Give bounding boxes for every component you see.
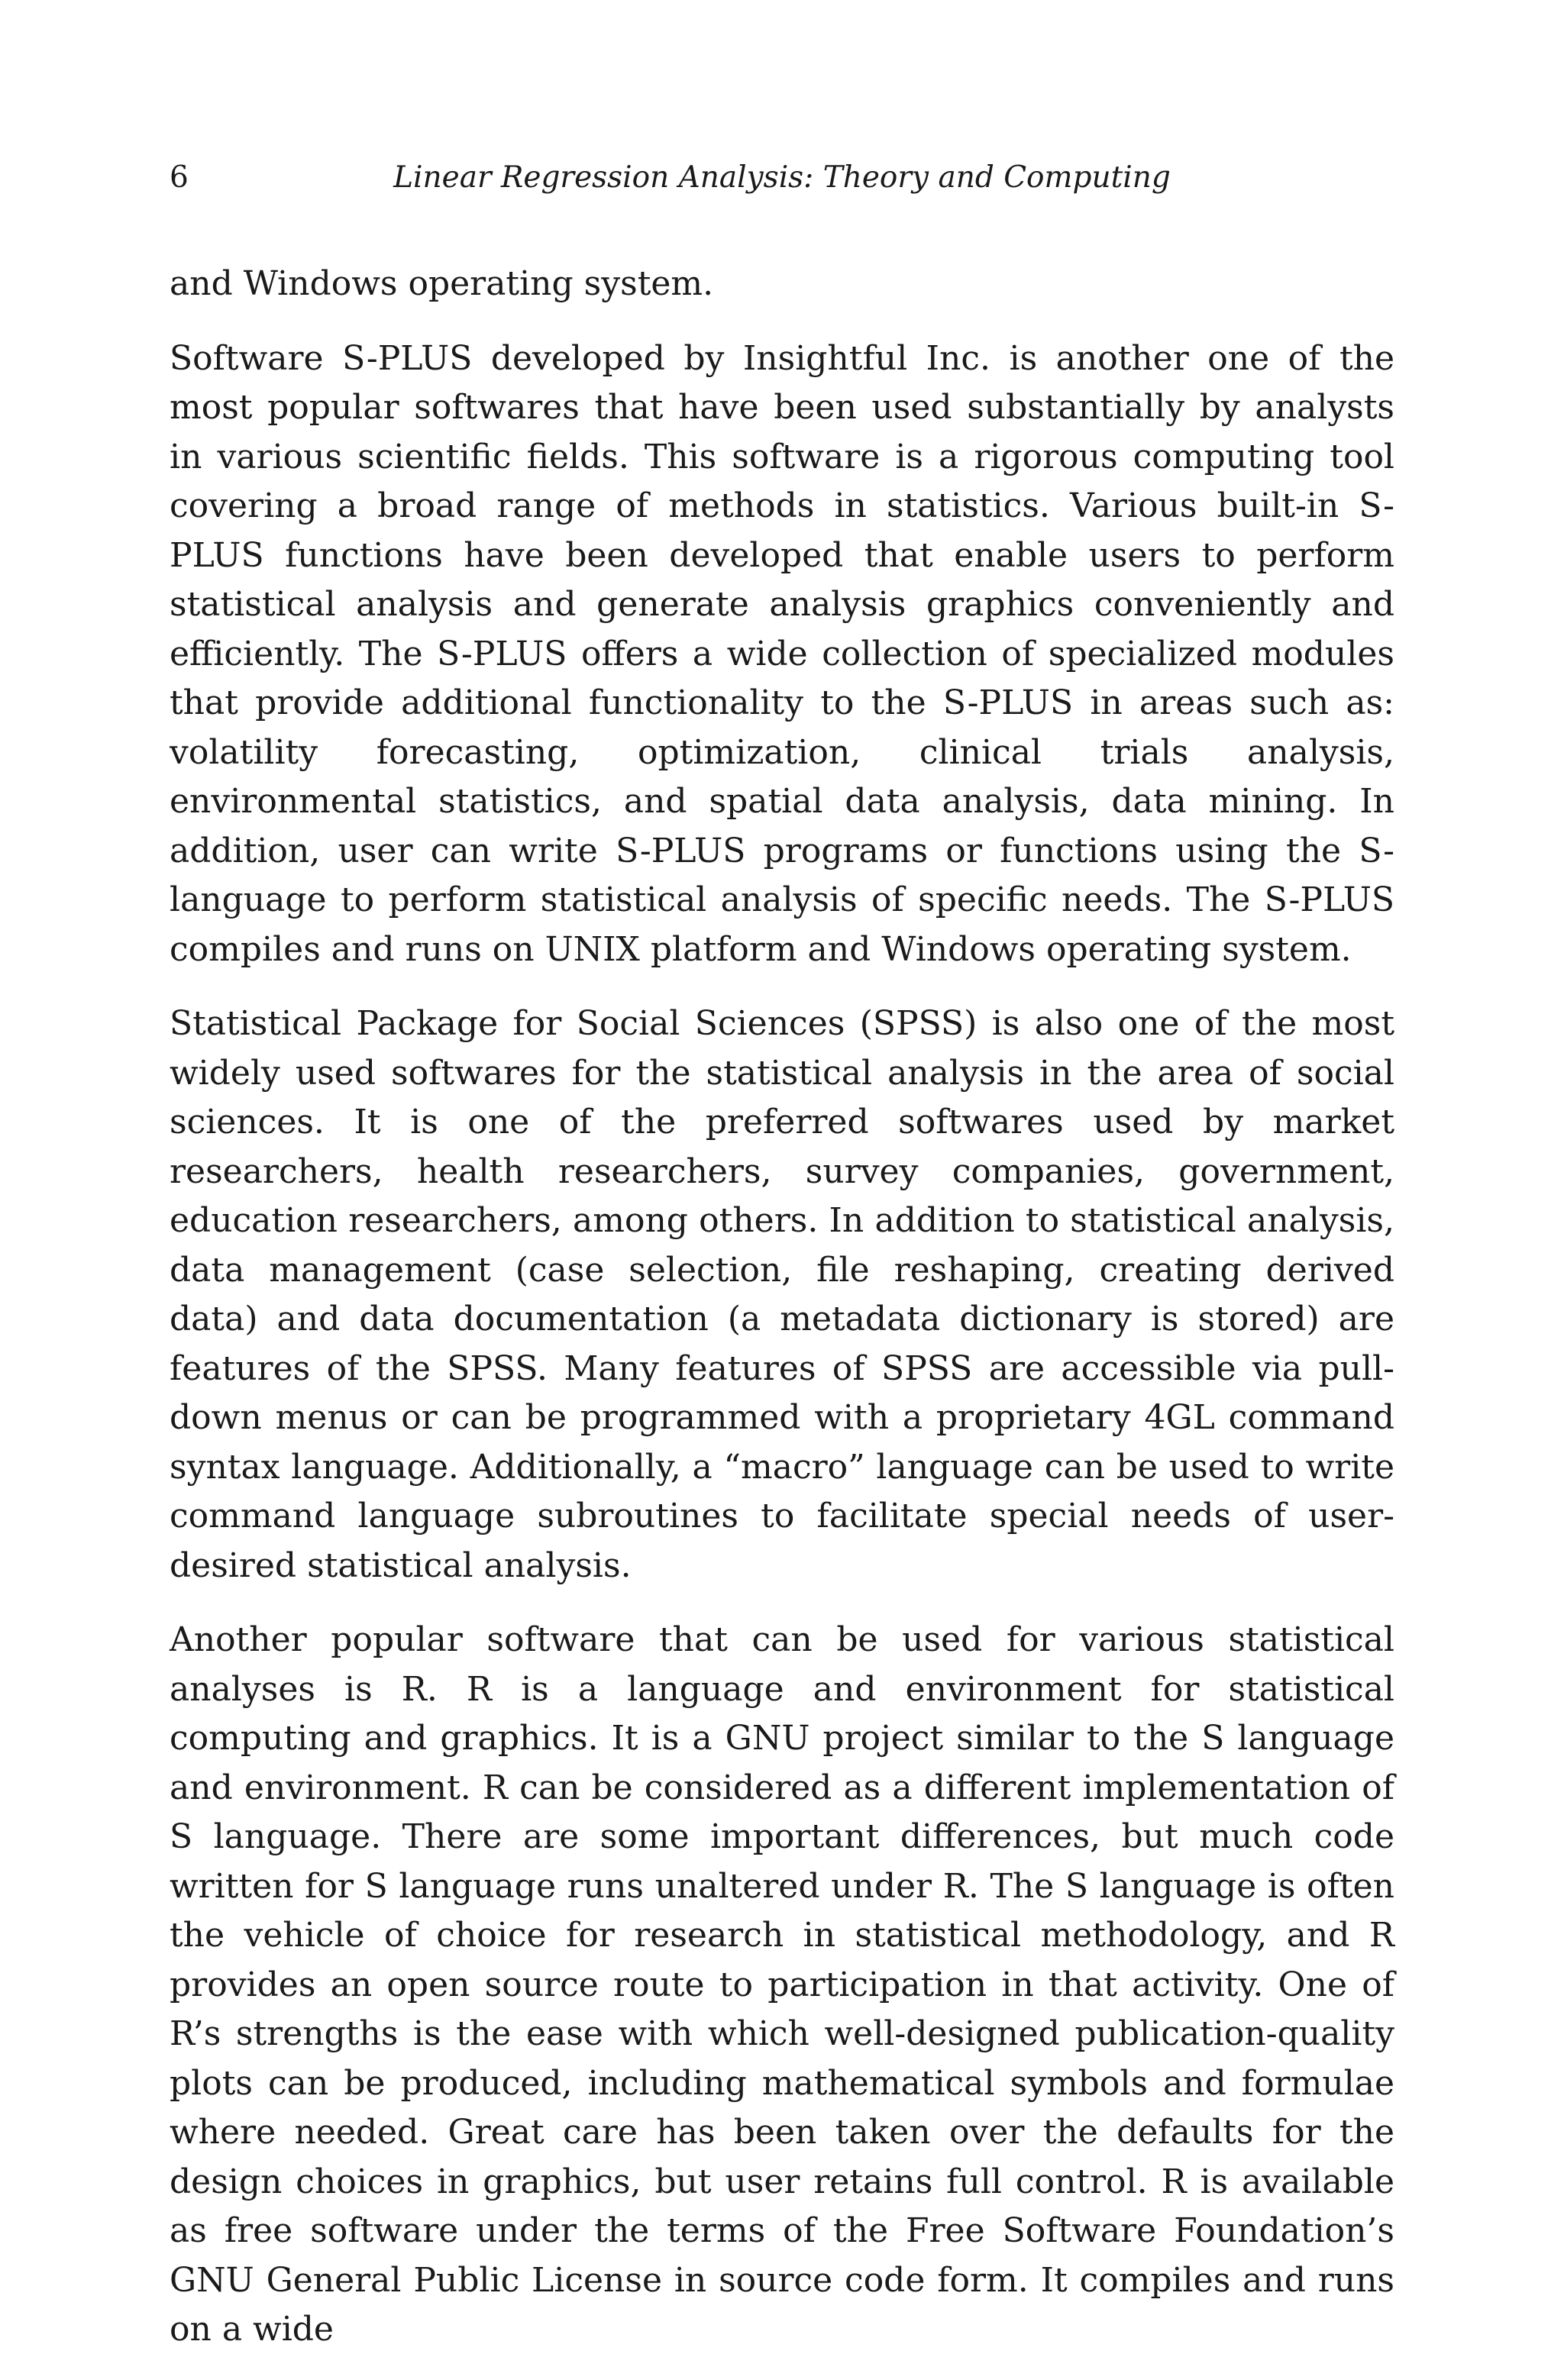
paragraph-continuation: and Windows operating system. — [170, 264, 714, 303]
running-head — [170, 157, 1394, 199]
paragraph-r: Another popular software that can be used for various statistical analyses is R. R is a language and environment for statistical computing and graphics. It is a GNU project similar to the S language and environment. R can be considered as a different implementation of S language. There are some important differences, but much code written for S language runs unaltered under R. The S language is often the vehicle of choice for research in statistical methodology, and R provides an open source route to participation in that activity. One of R’s strengths is the ease with which well-designed publication-quality plots can be produced, including mathematical symbols and formulae where needed. Great care has been taken over the defaults for the design choices in graphics, but user retains full control. R is available as free software under the terms of the Free Software Foundation’s GNU General Public License in source code form. It compiles and runs on a wide — [170, 1620, 1394, 2349]
page-number: 6 — [170, 160, 189, 195]
body-text — [170, 260, 1394, 2380]
running-title: Linear Regression Analysis: Theory and Computing — [393, 160, 1171, 195]
paragraph-splus: Software S-PLUS developed by Insightful Inc. is another one of the most popular softwares that have been used substantially by analysts in various scientific fields. This software is a rigorous computing tool covering a broad range of methods in statistics. Various built-in S-PLUS functions have been developed that enable users to perform statistical analysis and generate analysis graphics conveniently and efficiently. The S-PLUS offers a wide collection of specialized modules that provide additional functionality to the S-PLUS in areas such as: volatility forecasting, optimization, clinical trials analysis, environmental statistics, and spatial data analysis, data mining. In addition, user can write S-PLUS programs or functions using the S-language to perform statistical analysis of specific needs. The S-PLUS compiles and runs on UNIX platform and Windows operating system. — [170, 338, 1394, 969]
paragraph-spss: Statistical Package for Social Sciences (SPSS) is also one of the most widely used softwares for the statistical analysis in the area of social sciences. It is one of the preferred softwares used by market researchers, health researchers, survey companies, government, education researchers, among others. In addition to statistical analysis, data management (case selection, file reshaping, creating derived data) and data documentation (a metadata dictionary is stored) are features of the SPSS. Many features of SPSS are accessible via pull-down menus or can be programmed with a proprietary 4GL command syntax language. Additionally, a “macro” language can be used to write command language subroutines to facilitate special needs of user-desired statistical analysis. — [170, 1004, 1394, 1585]
